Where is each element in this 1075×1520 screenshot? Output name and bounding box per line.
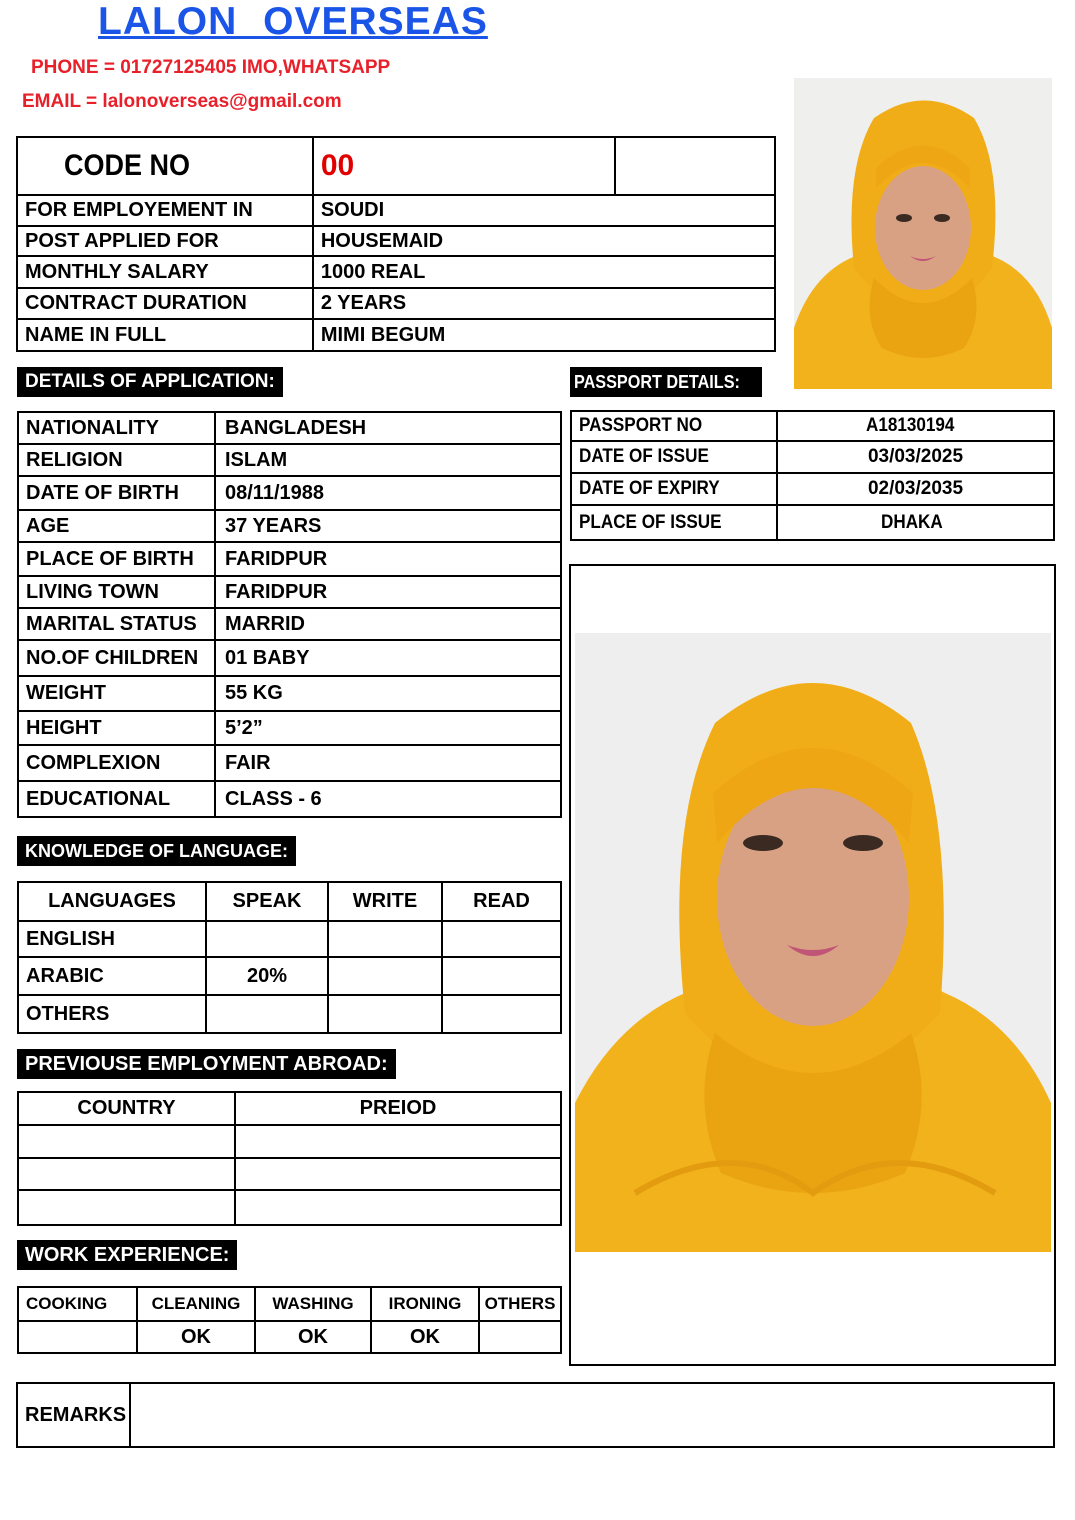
- row-value: HOUSEMAID: [313, 226, 775, 256]
- passport-label: DATE OF EXPIRY: [571, 473, 777, 505]
- employment-col-header: PREIOD: [235, 1092, 561, 1125]
- language-name: ENGLISH: [18, 921, 206, 957]
- employment-cell: [235, 1190, 561, 1225]
- employment-cell: [18, 1190, 235, 1225]
- language-speak: [206, 995, 328, 1033]
- top-info-table: [16, 136, 776, 352]
- row-label: CONTRACT DURATION: [17, 288, 313, 319]
- detail-value: 37 YEARS: [215, 510, 561, 542]
- passport-value: A18130194: [777, 411, 1054, 441]
- work-table: [17, 1286, 562, 1354]
- detail-label: RELIGION: [18, 444, 215, 476]
- detail-value: MARRID: [215, 608, 561, 640]
- passport-label: DATE OF ISSUE: [571, 441, 777, 473]
- work-col-header: WASHING: [255, 1287, 371, 1321]
- work-heading: WORK EXPERIENCE:: [17, 1240, 237, 1270]
- passport-value: 02/03/2035: [777, 473, 1054, 505]
- detail-value: 5’2”: [215, 711, 561, 745]
- passport-label: PASSPORT NO: [571, 411, 777, 441]
- detail-label: DATE OF BIRTH: [18, 476, 215, 510]
- passport-value: 03/03/2025: [777, 441, 1054, 473]
- company-name: LALON OVERSEAS: [98, 0, 488, 43]
- row-value: SOUDI: [313, 195, 775, 226]
- email-line: EMAIL = lalonoverseas@gmail.com: [22, 91, 342, 112]
- work-value: [479, 1321, 561, 1353]
- detail-label: LIVING TOWN: [18, 576, 215, 608]
- language-heading: KNOWLEDGE OF LANGUAGE:: [17, 836, 296, 866]
- detail-value: FARIDPUR: [215, 542, 561, 576]
- detail-value: BANGLADESH: [215, 412, 561, 444]
- detail-value: 08/11/1988: [215, 476, 561, 510]
- portrait-large-icon: [575, 633, 1051, 1252]
- detail-label: NO.OF CHILDREN: [18, 640, 215, 676]
- detail-label: NATIONALITY: [18, 412, 215, 444]
- passport-value: DHAKA: [777, 505, 1054, 540]
- row-value: 1000 REAL: [313, 256, 775, 288]
- language-name: ARABIC: [18, 957, 206, 995]
- language-col-header: WRITE: [328, 882, 442, 921]
- employment-table: [17, 1091, 562, 1226]
- detail-value: FAIR: [215, 745, 561, 781]
- small-photo: [794, 78, 1052, 389]
- employment-cell: [235, 1158, 561, 1190]
- large-photo: [575, 633, 1051, 1252]
- language-write: [328, 957, 442, 995]
- code-extra-cell: [615, 137, 775, 195]
- detail-value: 01 BABY: [215, 640, 561, 676]
- remarks-value: [130, 1383, 1054, 1447]
- detail-value: 55 KG: [215, 676, 561, 711]
- passport-table: [570, 410, 1055, 541]
- work-col-header: COOKING: [18, 1287, 137, 1321]
- row-label: POST APPLIED FOR: [17, 226, 313, 256]
- detail-label: WEIGHT: [18, 676, 215, 711]
- work-col-header: CLEANING: [137, 1287, 255, 1321]
- row-value: MIMI BEGUM: [313, 319, 775, 351]
- language-col-header: READ: [442, 882, 561, 921]
- work-value: OK: [137, 1321, 255, 1353]
- work-value: OK: [371, 1321, 479, 1353]
- code-value: 00: [313, 137, 615, 195]
- employment-heading: PREVIOUSE EMPLOYMENT ABROAD:: [17, 1049, 396, 1079]
- employment-cell: [18, 1158, 235, 1190]
- remarks-table: [16, 1382, 1055, 1448]
- detail-label: AGE: [18, 510, 215, 542]
- language-col-header: SPEAK: [206, 882, 328, 921]
- detail-label: MARITAL STATUS: [18, 608, 215, 640]
- work-col-header: OTHERS: [479, 1287, 561, 1321]
- row-label: FOR EMPLOYEMENT IN: [17, 195, 313, 226]
- employment-col-header: COUNTRY: [18, 1092, 235, 1125]
- language-speak: 20%: [206, 957, 328, 995]
- remarks-label: REMARKS: [17, 1383, 130, 1447]
- detail-value: ISLAM: [215, 444, 561, 476]
- row-value: 2 YEARS: [313, 288, 775, 319]
- language-write: [328, 995, 442, 1033]
- details-table: [17, 411, 562, 818]
- portrait-small-icon: [794, 78, 1052, 389]
- language-name: OTHERS: [18, 995, 206, 1033]
- details-heading: DETAILS OF APPLICATION:: [17, 367, 283, 397]
- passport-heading: PASSPORT DETAILS:: [570, 367, 762, 397]
- code-label: CODE NO: [17, 137, 313, 195]
- passport-label: PLACE OF ISSUE: [571, 505, 777, 540]
- row-label: MONTHLY SALARY: [17, 256, 313, 288]
- work-col-header: IRONING: [371, 1287, 479, 1321]
- detail-value: FARIDPUR: [215, 576, 561, 608]
- detail-label: HEIGHT: [18, 711, 215, 745]
- row-label: NAME IN FULL: [17, 319, 313, 351]
- employment-cell: [235, 1125, 561, 1158]
- work-value: [18, 1321, 137, 1353]
- language-col-header: LANGUAGES: [18, 882, 206, 921]
- language-read: [442, 957, 561, 995]
- language-read: [442, 921, 561, 957]
- detail-label: COMPLEXION: [18, 745, 215, 781]
- language-write: [328, 921, 442, 957]
- work-value: OK: [255, 1321, 371, 1353]
- phone-line: PHONE = 01727125405 IMO,WHATSAPP: [31, 57, 391, 78]
- detail-label: EDUCATIONAL: [18, 781, 215, 817]
- employment-cell: [18, 1125, 235, 1158]
- language-speak: [206, 921, 328, 957]
- detail-label: PLACE OF BIRTH: [18, 542, 215, 576]
- language-table: [17, 881, 562, 1034]
- language-read: [442, 995, 561, 1033]
- detail-value: CLASS - 6: [215, 781, 561, 817]
